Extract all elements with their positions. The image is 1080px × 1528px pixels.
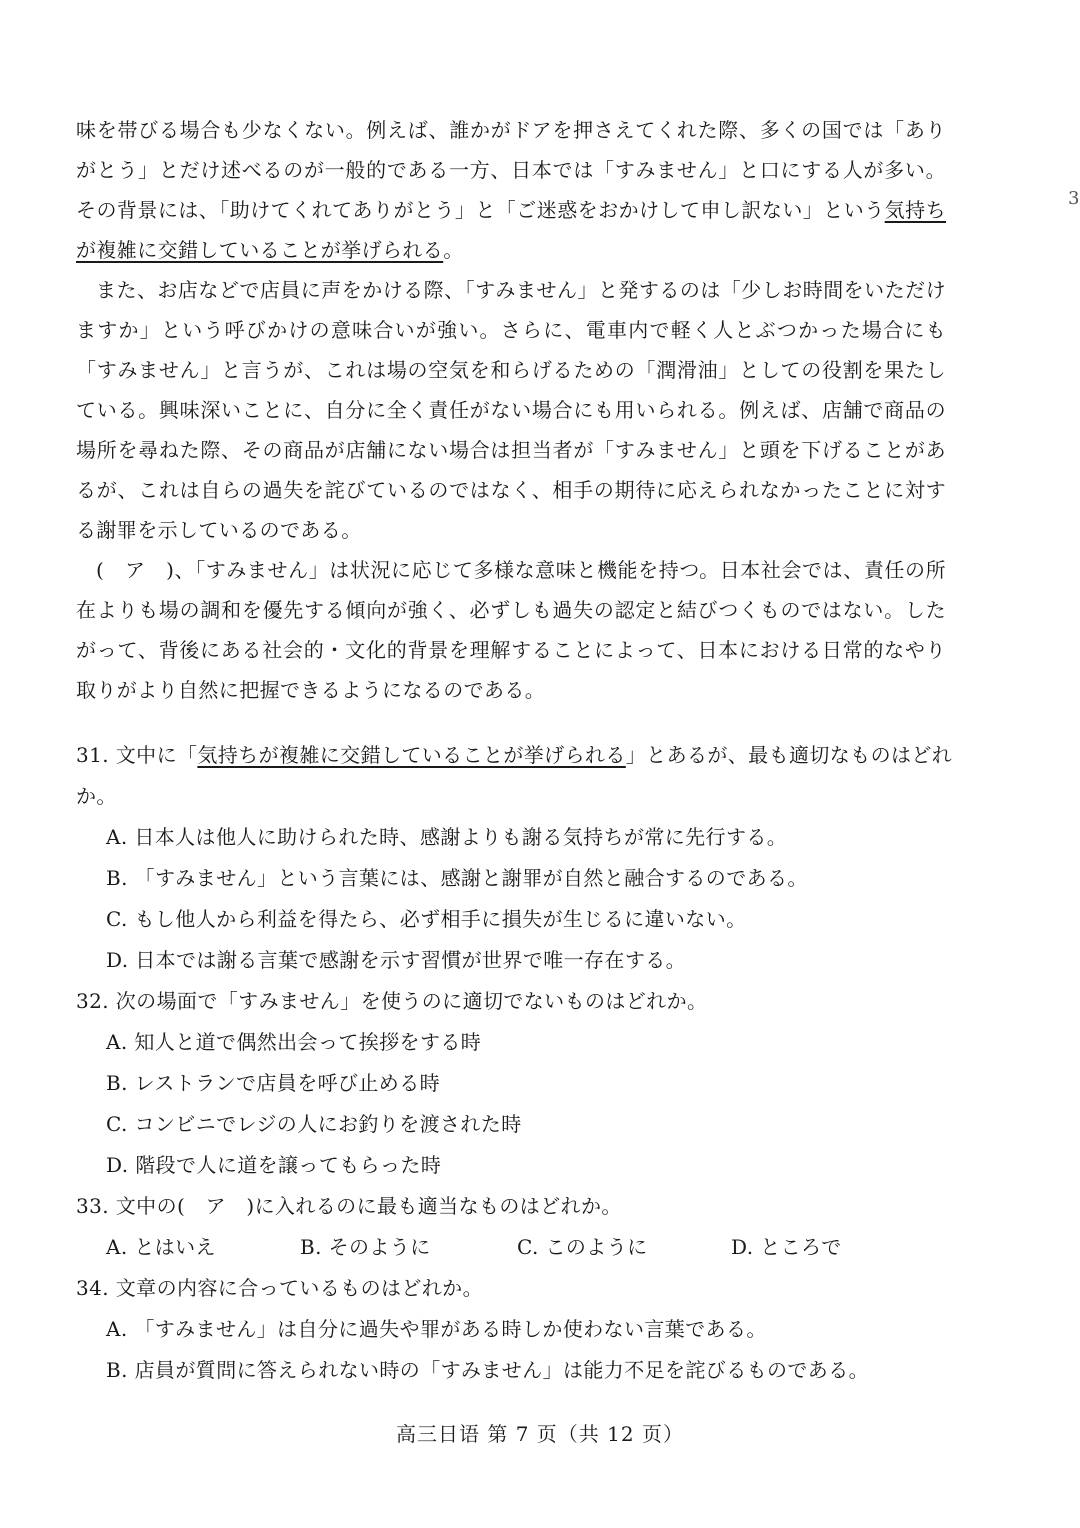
underlined-phrase: 気持ちが複雑に交錯していることが挙げられる: [76, 198, 947, 262]
paragraph-1-text: 味を帯びる場合も少なくない。例えば、誰かがドアを押さえてくれた際、多くの国では「ありがとう」とだけ述べるのが一般的である一方、日本では「すみません」と口にする人が多い。その背景には、「助けてくれてありがとう」と「ご迷惑をおかけして申し訳ない」という: [76, 118, 946, 222]
questions-section: [76, 735, 956, 1391]
question-33: [76, 1186, 956, 1268]
question-31-underlined: 気持ちが複雑に交錯していることが挙げられる: [197, 743, 626, 767]
question-34-stem: 34. 文章の内容に合っているものはどれか。: [76, 1276, 483, 1300]
question-33-option-b: B. そのように: [300, 1235, 431, 1259]
page-footer: 高三日语 第 7 页（共 12 页）: [396, 1422, 684, 1446]
question-33-stem: 33. 文中の( ア )に入れるのに最も適当なものはどれか。: [76, 1194, 622, 1218]
question-31-option-b: B. 「すみません」という言葉には、感謝と謝罪が自然と融合するのである。: [106, 866, 808, 890]
question-33-option-d: D. ところで: [731, 1235, 842, 1259]
question-31: [76, 735, 956, 981]
question-33-option-a: A. とはいえ: [106, 1235, 216, 1259]
question-31-option-c: C. もし他人から利益を得たら、必ず相手に損失が生じるに違いない。: [106, 907, 747, 931]
paragraph-1-end: 。: [443, 238, 464, 262]
question-33-option-c: C. このように: [517, 1235, 648, 1259]
question-32-option-b: B. レストランで店員を呼び止める時: [106, 1071, 441, 1095]
question-32-stem: 32. 次の場面で「すみません」を使うのに適切でないものはどれか。: [76, 989, 708, 1013]
question-31-suffix: 」とあるが、最も適切なものはどれか。: [76, 743, 953, 808]
question-34-option-b: B. 店員が質問に答えられない時の「すみません」は能力不足を詫びるものである。: [106, 1358, 870, 1382]
passage-paragraph-2: また、お店などで店員に声をかける際、「すみません」と発するのは「少しお時間をいただけますか」という呼びかけの意味合いが強い。さらに、電車内で軽く人とぶつかった場合にも「すみません」と言うが、これは場の空気を和らげるための「潤滑油」としての役割を果たしている。興味深いことに、自分に全く責任がない場合にも用いられる。例えば、店舗で商品の場所を尋ねた際、その商品が店舗にない場合は担当者が「すみません」と頭を下げることがあるが、これは自らの過失を詫びているのではなく、相手の期待に応えられなかったことに対する謝罪を示しているのである。: [76, 278, 946, 542]
question-32-option-a: A. 知人と道で偶然出会って挨拶をする時: [106, 1030, 482, 1054]
question-32: [76, 981, 956, 1186]
margin-page-mark: 3: [1068, 188, 1080, 209]
reading-passage: [76, 110, 946, 710]
passage-paragraph-3: ( ア )、「すみません」は状況に応じて多様な意味と機能を持つ。日本社会では、責任の所在よりも場の調和を優先する傾向が強く、必ずしも過失の認定と結びつくものではない。したがって、背後にある社会的・文化的背景を理解することによって、日本における日常的なやり取りがより自然に把握できるようになるのである。: [76, 558, 946, 702]
question-32-option-d: D. 階段で人に道を譲ってもらった時: [106, 1153, 442, 1177]
question-31-option-d: D. 日本では謝る言葉で感謝を示す習慣が世界で唯一存在する。: [106, 948, 687, 972]
question-31-option-a: A. 日本人は他人に助けられた時、感謝よりも謝る気持ちが常に先行する。: [106, 825, 788, 849]
question-31-prefix: 31. 文中に「: [76, 743, 198, 767]
passage-paragraph-1: [76, 110, 946, 270]
question-32-option-c: C. コンビニでレジの人にお釣りを渡された時: [106, 1112, 522, 1136]
question-33-options: [76, 1227, 956, 1268]
question-31-stem: [76, 735, 956, 817]
question-34-option-a: A. 「すみません」は自分に過失や罪がある時しか使わない言葉である。: [106, 1317, 767, 1341]
question-34: [76, 1268, 956, 1391]
